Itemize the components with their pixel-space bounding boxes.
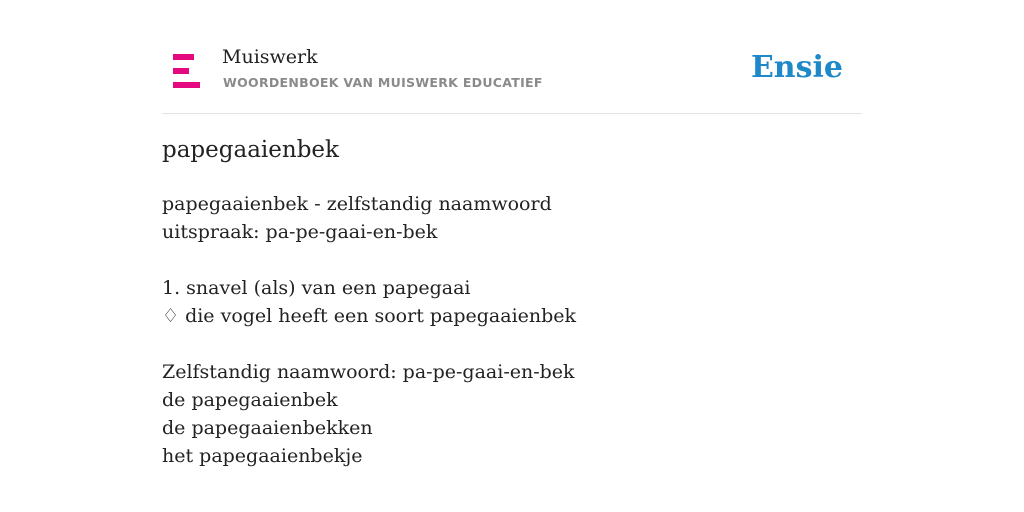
logo-bar-top xyxy=(173,54,194,60)
pronunciation-line: uitspraak: pa-pe-gaai-en-bek xyxy=(162,221,438,243)
dictionary-subtitle: WOORDENBOEK VAN MUISWERK EDUCATIEF xyxy=(223,75,543,90)
definition-line: papegaaienbek - zelfstandig naamwoord xyxy=(162,193,552,215)
blank-line xyxy=(162,330,576,358)
example-line: ♢ die vogel heeft een soort papegaaienbek xyxy=(162,305,577,327)
page-title: papegaaienbek xyxy=(162,137,339,163)
blank-line xyxy=(162,246,576,274)
entry-body xyxy=(162,190,576,470)
sense-line: 1. snavel (als) van een papegaai xyxy=(162,277,471,299)
form-diminutive: het papegaaienbekje xyxy=(162,445,363,467)
logo-bar-middle xyxy=(173,68,189,74)
publisher-name[interactable]: Muiswerk xyxy=(222,46,318,68)
site-header xyxy=(162,40,862,114)
ensie-brand-logo[interactable]: Ensie xyxy=(750,50,843,85)
grammar-heading: Zelfstandig naamwoord: pa-pe-gaai-en-bek xyxy=(162,361,575,383)
logo-bar-bottom xyxy=(173,82,200,88)
muiswerk-logo-icon[interactable] xyxy=(173,54,200,88)
form-plural: de papegaaienbekken xyxy=(162,417,373,439)
form-singular: de papegaaienbek xyxy=(162,389,338,411)
